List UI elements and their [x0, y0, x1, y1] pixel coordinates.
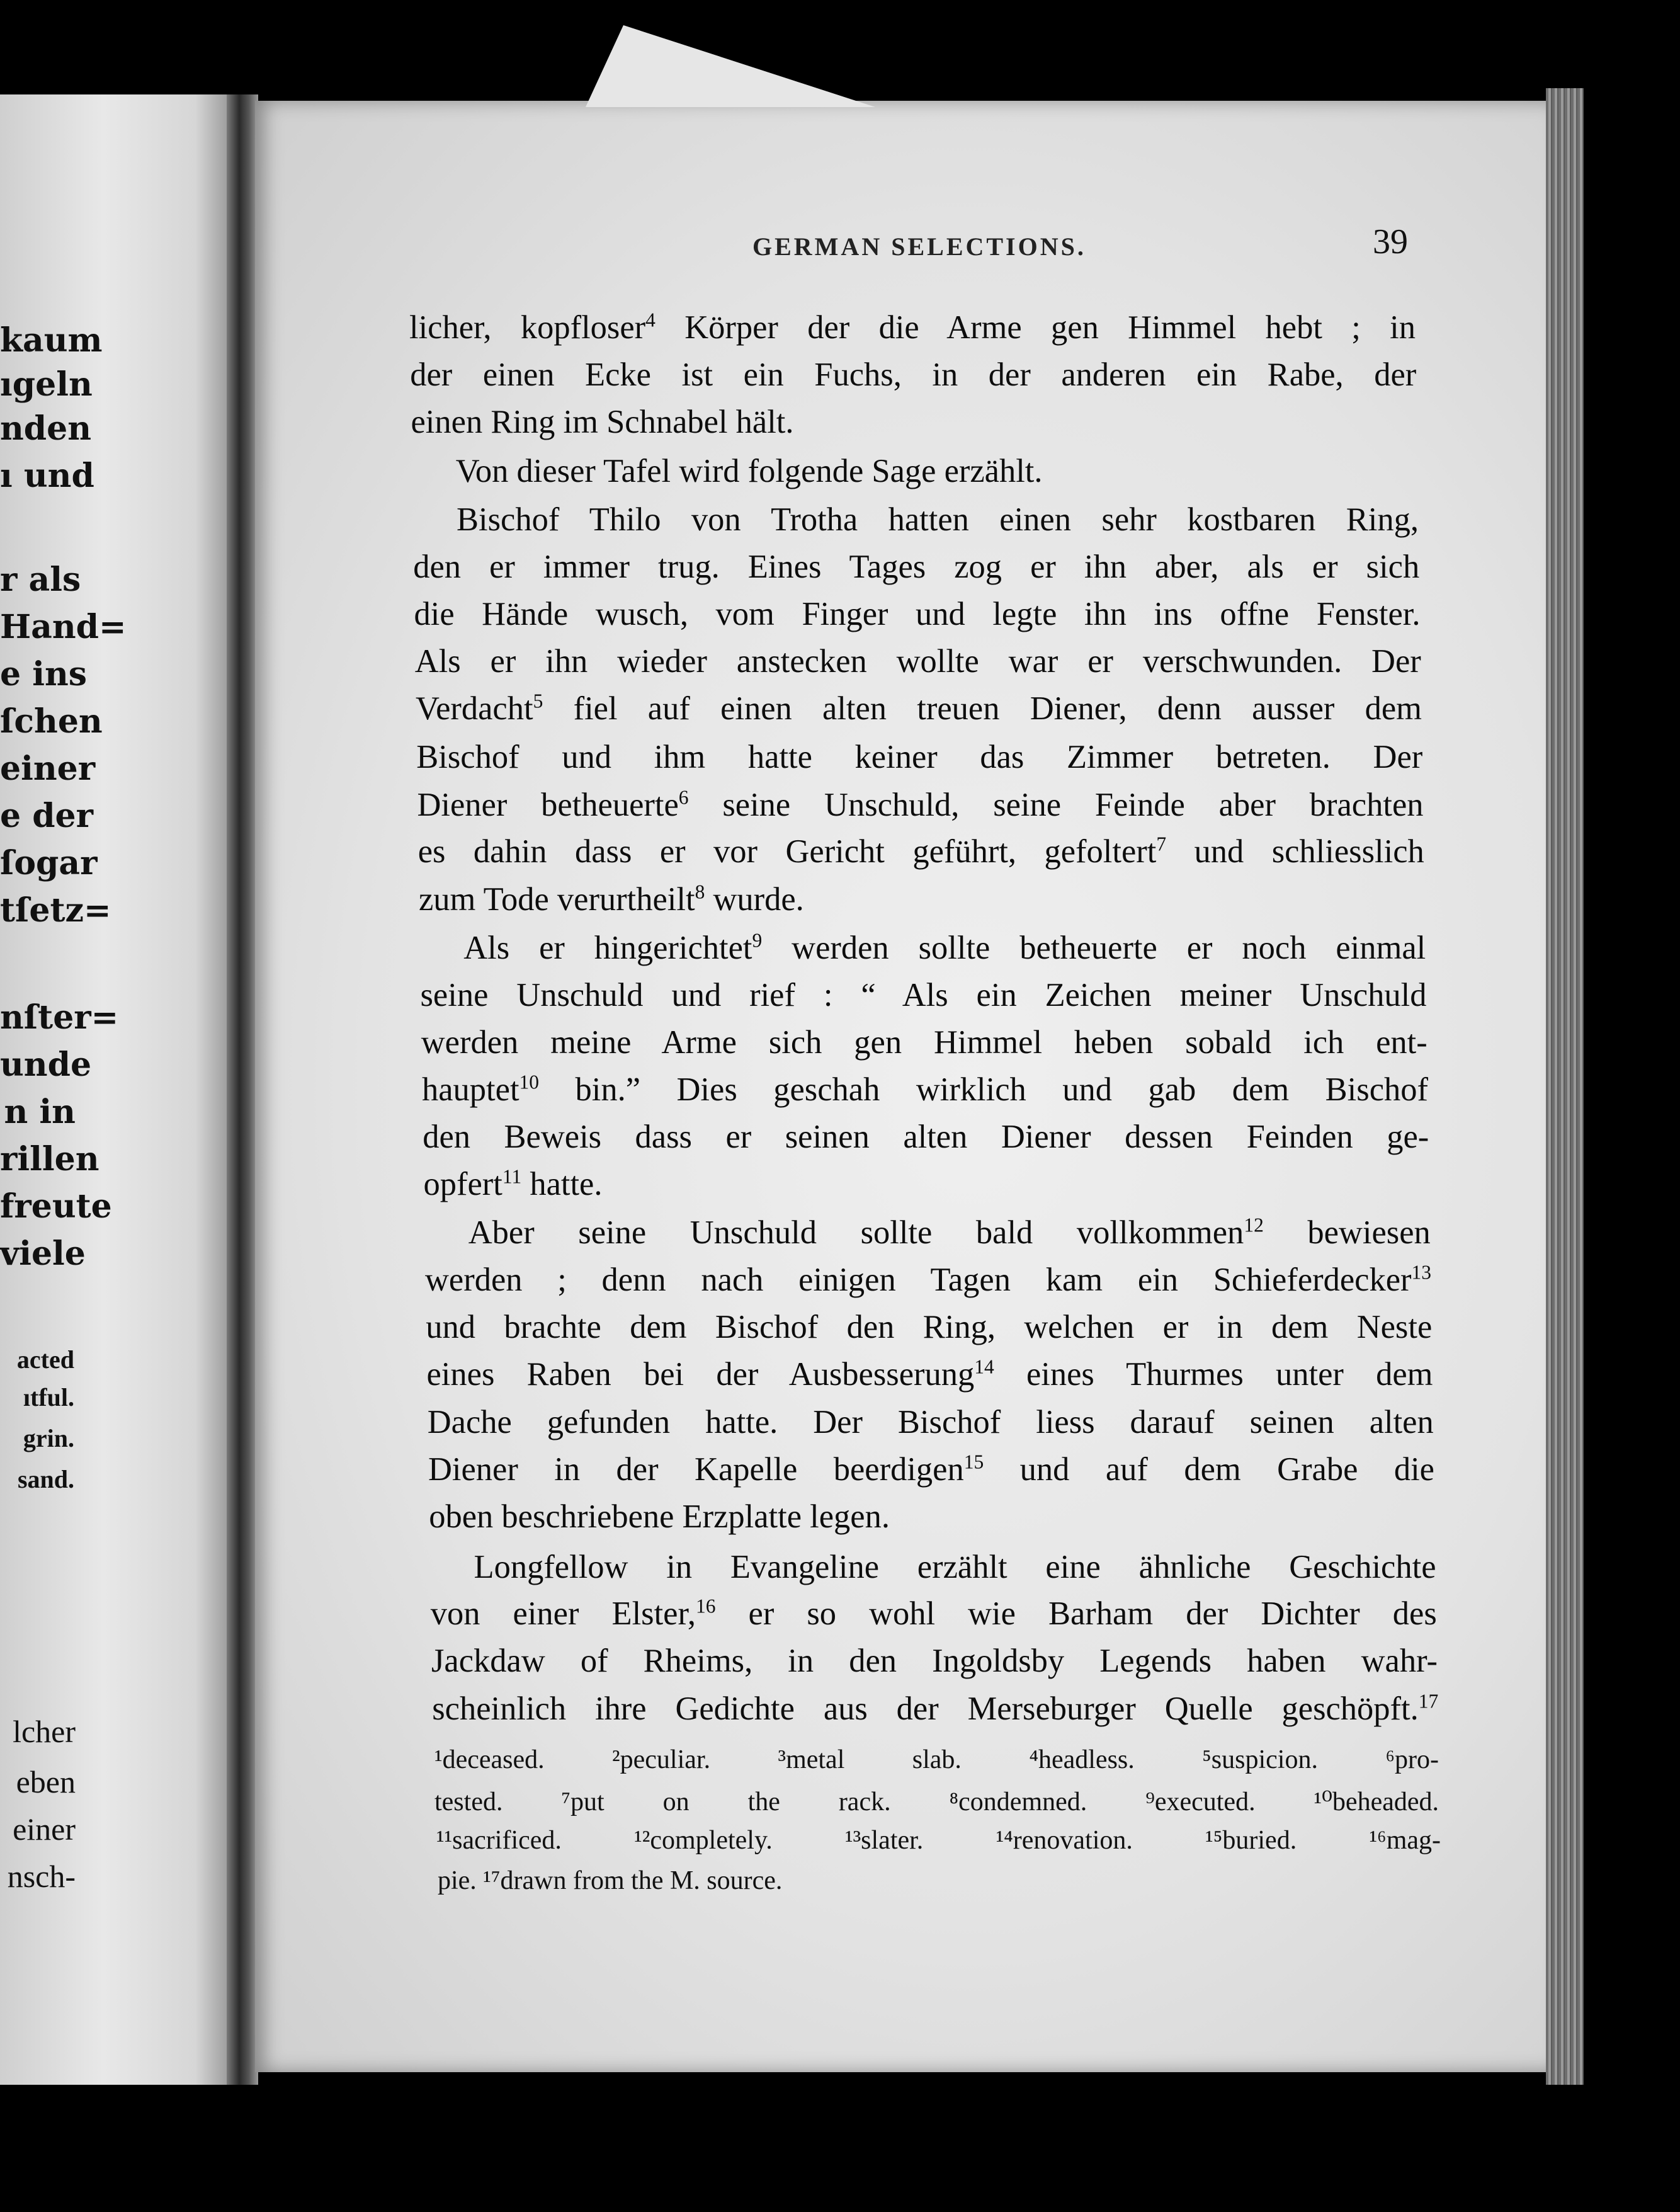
text-segment: hatte. — [521, 1166, 603, 1202]
text-line — [415, 642, 1421, 680]
text-segment: werden sollte betheuerte er noch einmal — [762, 930, 1426, 966]
text-segment: werden meine Arme sich gen Himmel heben sobald ich ent- — [421, 1024, 1427, 1061]
text-line — [423, 1118, 1429, 1156]
text-segment: Als er hingerichtet — [463, 930, 752, 966]
left-page-line: rillen — [0, 1140, 99, 1178]
text-line — [413, 548, 1419, 586]
footnote-marker: 12 — [1244, 1214, 1264, 1236]
footnote-marker: 6 — [678, 786, 689, 809]
text-segment: die Hände wusch, vom Finger und legte ihn ins offne Fenster. — [414, 596, 1421, 632]
footnote-marker: 5 — [533, 690, 543, 712]
left-page-line: Hand= — [0, 608, 127, 646]
text-line — [474, 1548, 1436, 1586]
left-page-line: kaum — [0, 321, 103, 360]
left-page-line: e der — [0, 797, 94, 835]
left-page-line: einer — [0, 750, 96, 788]
left-page-footnote: ıtful. — [23, 1383, 74, 1411]
text-line — [463, 929, 1426, 967]
text-segment: scheinlich ihre Gedichte aus der Merseburger Quelle geschöpft. — [432, 1690, 1419, 1727]
text-line — [417, 786, 1424, 824]
left-page-line: r als — [0, 561, 81, 599]
footnote-marker: 15 — [963, 1451, 984, 1473]
left-page-line: n in — [4, 1093, 76, 1131]
text-line — [421, 1023, 1427, 1061]
left-page-line: unde — [0, 1046, 92, 1084]
left-page-footnote: sand. — [17, 1465, 74, 1493]
text-segment: wurde. — [705, 881, 804, 918]
text-segment: Körper der die Arme gen Himmel hebt ; in — [655, 309, 1416, 346]
page-edges — [1546, 88, 1584, 2085]
left-page-line: freute — [0, 1187, 112, 1226]
text-line — [424, 1165, 1431, 1203]
folded-page-corner — [586, 25, 875, 107]
text-segment: es dahin dass er vor Gericht geführt, gefoltert — [417, 833, 1157, 870]
text-segment: Aber seine Unschuld sollte bald vollkommen — [468, 1214, 1244, 1251]
footnote-marker: 16 — [696, 1595, 716, 1617]
text-segment: seine Unschuld, seine Feinde aber brachten — [688, 787, 1424, 823]
text-line — [425, 1261, 1431, 1299]
text-segment: fiel auf einen alten treuen Diener, denn ausser dem — [543, 690, 1422, 727]
text-line — [419, 881, 1426, 918]
book-gutter — [227, 94, 258, 2085]
text-segment: und schliesslich — [1166, 833, 1424, 870]
text-segment: Jackdaw of Rheims, in den Ingoldsby Legends haben wahr- — [431, 1643, 1438, 1679]
text-segment: Dache gefunden hatte. Der Bischof liess darauf seinen alten — [427, 1404, 1434, 1440]
text-segment: Verdacht — [416, 690, 533, 727]
text-segment: bin.” Dies geschah wirklich und gab dem Bischof — [539, 1071, 1428, 1108]
footnote-marker: 7 — [1156, 833, 1167, 855]
text-segment: Von dieser Tafel wird folgende Sage erzählt. — [455, 453, 1043, 489]
left-page-line: viele — [0, 1234, 86, 1273]
text-line — [456, 452, 1463, 490]
left-page-line: ſchen — [0, 702, 103, 741]
text-line — [426, 1308, 1432, 1346]
text-segment: opfert — [423, 1166, 502, 1202]
footnote-marker: 11 — [502, 1165, 522, 1188]
previous-page — [0, 94, 230, 2085]
text-line — [431, 1595, 1437, 1633]
text-line — [418, 833, 1424, 870]
footnote-marker: 10 — [519, 1071, 540, 1093]
left-page-line: lcher — [13, 1714, 76, 1749]
left-page-line: einer — [13, 1811, 76, 1847]
text-line — [457, 501, 1419, 539]
text-segment: oben beschriebene Erzplatte legen. — [429, 1498, 890, 1535]
footnote-line: ¹deceased. ²peculiar. ³metal slab. ⁴headless. ⁵suspicion. ⁶pro- — [434, 1745, 1439, 1774]
text-segment: werden ; denn nach einigen Tagen kam ein Schieferdecker — [425, 1262, 1412, 1298]
text-line — [429, 1498, 1436, 1536]
footnote-marker: 17 — [1418, 1690, 1439, 1713]
text-line — [414, 595, 1421, 633]
text-line — [428, 1451, 1434, 1488]
text-segment: Longfellow in Evangeline erzählt eine ähnliche Geschichte — [474, 1549, 1436, 1585]
left-page-footnote: acted — [16, 1345, 74, 1374]
text-segment: er so wohl wie Barham der Dichter des — [715, 1595, 1437, 1632]
footnote-marker: 9 — [752, 929, 763, 952]
left-page-footnote: grin. — [23, 1424, 74, 1452]
left-page-line: nsch- — [7, 1859, 76, 1894]
page-number: 39 — [1373, 222, 1408, 261]
left-page-line: e ins — [0, 655, 88, 693]
left-page-line: eben — [16, 1764, 76, 1799]
text-line — [421, 976, 1427, 1014]
left-page-line: ıgeln — [0, 365, 93, 404]
text-line — [411, 403, 1419, 441]
text-line — [410, 356, 1416, 394]
text-segment: und brachte dem Bischof den Ring, welchen er in dem Neste — [426, 1309, 1433, 1345]
text-segment: hauptet — [422, 1071, 519, 1108]
text-segment: von einer Elster, — [430, 1595, 696, 1632]
text-segment: licher, kopfloser — [409, 309, 646, 346]
text-line — [416, 690, 1422, 727]
footnote-marker: 4 — [645, 309, 656, 331]
text-segment: einen Ring im Schnabel hält. — [411, 404, 794, 440]
text-line — [416, 738, 1422, 776]
text-segment: den er immer trug. Eines Tages zog er ihn aber, als er sich — [413, 549, 1420, 585]
text-segment: zum Tode verurtheilt — [419, 881, 695, 918]
left-page-line: ſogar — [0, 844, 98, 882]
text-segment: Als er ihn wieder anstecken wollte war er verschwunden. Der — [414, 643, 1421, 680]
text-line — [409, 309, 1416, 346]
text-segment: Bischof Thilo von Trotha hatten einen sehr kostbaren Ring, — [457, 501, 1419, 538]
text-segment: Bischof und ihm hatte keiner das Zimmer betreten. Der — [416, 739, 1423, 775]
text-segment: und auf dem Grabe die — [984, 1451, 1434, 1488]
left-page-line: tſetz= — [0, 891, 111, 930]
text-line — [428, 1403, 1434, 1441]
left-page-line: nden — [0, 409, 92, 448]
text-segment: der einen Ecke ist ein Fuchs, in der anderen ein Rabe, der — [410, 356, 1417, 393]
text-line — [431, 1642, 1438, 1680]
left-page-line: ı und — [0, 457, 94, 495]
text-segment: Diener betheuerte — [417, 787, 679, 823]
footnote-marker: 13 — [1411, 1261, 1431, 1284]
left-page-line: nſter= — [0, 998, 119, 1037]
footnote-line: pie. ¹⁷drawn from the M. source. — [438, 1866, 783, 1895]
text-segment: seine Unschuld und rief : “ Als ein Zeichen meiner Unschuld — [420, 977, 1427, 1013]
running-head: GERMAN SELECTIONS. — [752, 232, 1086, 261]
text-segment: eines Thurmes unter dem — [994, 1356, 1433, 1393]
text-line — [422, 1071, 1428, 1109]
footnote-marker: 8 — [695, 881, 705, 903]
text-segment: eines Raben bei der Ausbesserung — [426, 1356, 975, 1393]
text-segment: bewiesen — [1263, 1214, 1431, 1251]
text-segment: Diener in der Kapelle beerdigen — [428, 1451, 964, 1488]
text-line — [427, 1355, 1433, 1393]
text-segment: den Beweis dass er seinen alten Diener dessen Feinden ge- — [423, 1119, 1429, 1155]
footnote-line: tested. ⁷put on the rack. ⁸condemned. ⁹executed. ¹⁰beheaded. — [434, 1787, 1439, 1816]
footnote-marker: 14 — [974, 1355, 994, 1378]
text-line — [432, 1690, 1438, 1728]
text-line — [468, 1214, 1431, 1251]
footnote-line: ¹¹sacrificed. ¹²completely. ¹³slater. ¹⁴renovation. ¹⁵buried. ¹⁶mag- — [436, 1826, 1441, 1855]
